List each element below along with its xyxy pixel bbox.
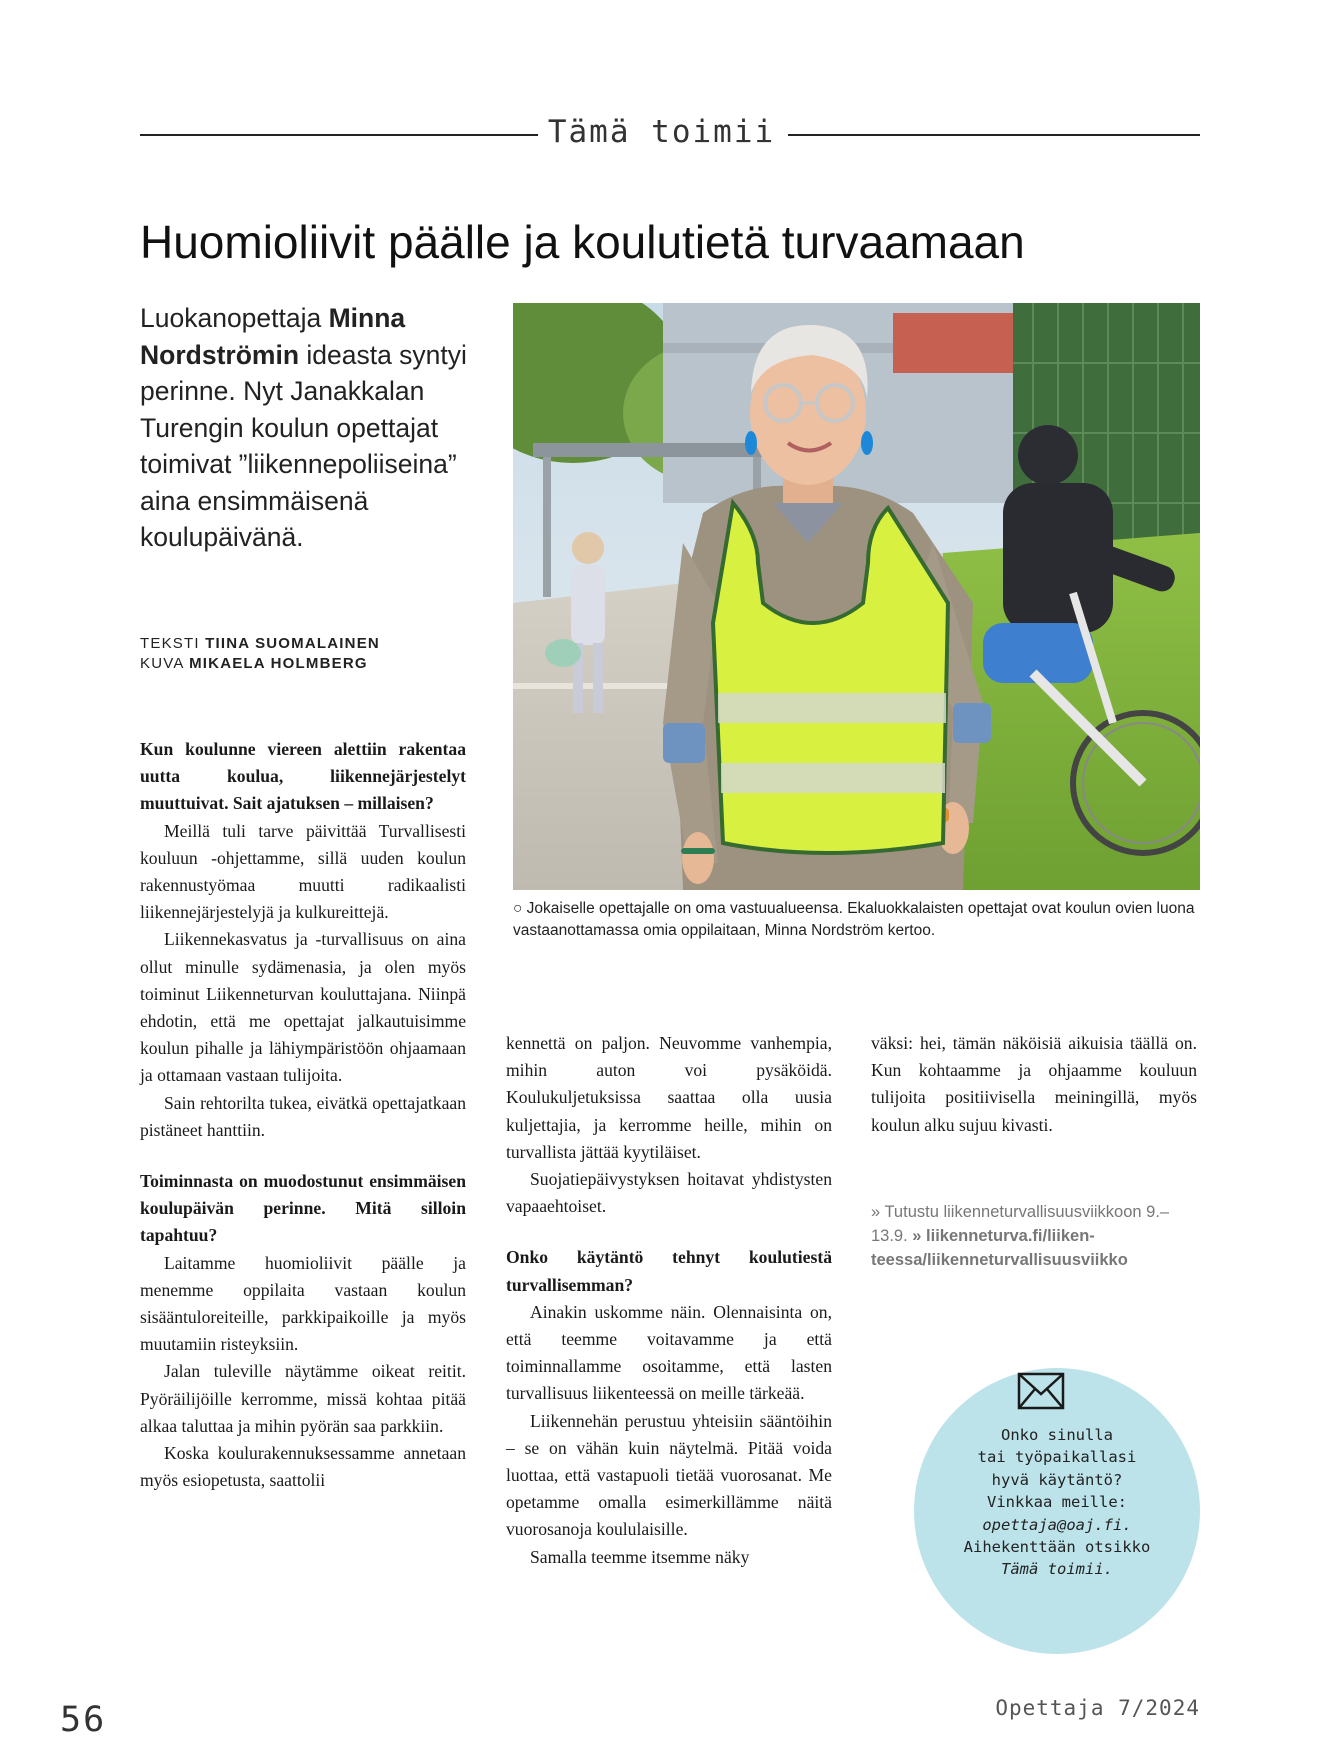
byline [140, 634, 460, 674]
body-paragraph: Samalla teemme itsemme näky [530, 1546, 750, 1567]
link-note-url[interactable]: » liikenneturva.fi/liikenteessa/liikenneturvallisuusviikko [871, 1227, 1128, 1269]
tip-line: Onko sinulla [1001, 1426, 1113, 1444]
body-paragraph: Laitamme huomioliivit päälle ja menemme oppilaita vastaan koulun sisääntuloreiteille, parkkipaikoille ja myös muutamiin risteyksiin. [140, 1252, 466, 1355]
tip-line: Vinkkaa meille: [987, 1493, 1127, 1512]
body-paragraph: Sain rehtorilta tukea, eivätkä opettajatkaan pistäneet hanttiin. [140, 1092, 466, 1140]
tip-line: tai työpaikallasi [977, 1448, 1137, 1467]
page-number: 56 [60, 1700, 107, 1740]
section-label [0, 114, 1323, 150]
byline-text [140, 634, 460, 654]
byline-photo-name: MIKAELA HOLMBERG [189, 655, 368, 672]
byline-photo-label: KUVA [140, 655, 184, 672]
body-paragraph: kennettä on paljon. Neuvomme vanhempia, mihin auton voi pysäköidä. Koulukuljetuksissa saattaa olla uusia kuljettajia, ja kerromme heille, mihin on turvallista jättää kyytiläiset. [506, 1033, 832, 1162]
tip-line: Aihekenttään otsikko [963, 1538, 1151, 1557]
body-paragraph: Liikennekasvatus ja -turvallisuus on aina ollut minulle sydämenasia, ja olen myös toiminut Liikenneturvan kouluttajana. Niinpä ehdotin, että me opettajat jalkautuisimme koulun pihalle ja lähiympäristöön ohjaamaan ja ottamaan vastaan tulijoita. [140, 929, 466, 1086]
tip-bubble-text [914, 1424, 1200, 1581]
byline-text-label: TEKSTI [140, 635, 200, 652]
lead-name: Minna Nordströmin [140, 303, 406, 370]
envelope-icon [1017, 1372, 1065, 1415]
lead-suffix: ideasta syntyi perinne. Nyt Janakkalan Turengin koulun opettajat toimivat ”liikennepoliiseina” aina ensimmäisenä koulupäivänä. [140, 339, 467, 552]
interview-question: Onko käytäntö tehnyt koulutiestä turvallisemman? [506, 1247, 832, 1295]
article-headline: Huomioliivit päälle ja koulutietä turvaamaan [140, 216, 1025, 268]
body-paragraph: väksi: hei, tämän näköisiä aikuisia täällä on. Kun kohtaamme ja ohjaamme kouluun tulijoita positiivisella meiningillä, myös koulun alku sujuu kivasti. [871, 1033, 1197, 1135]
body-paragraph: Meillä tuli tarve päivittää Turvallisesti kouluun -ohjettamme, sillä uuden koulun rakennustyömaa muutti radikaalisti liikennejärjestelyjä ja kulkureittejä. [140, 820, 466, 923]
tip-subject: Tämä toimii. [1001, 1560, 1113, 1579]
body-paragraph: Suojatiepäivystyksen hoitavat yhdistysten vapaaehtoiset. [506, 1169, 832, 1217]
body-paragraph: Liikennehän perustuu yhteisiin sääntöihin – se on vähän kuin näytelmä. Pitää voida luottaa, että vastapuoli tietää vuorosanat. Me opetamme omalla esimerkillämme näitä vuorosanoja koululaisille. [506, 1410, 832, 1540]
article-lead [140, 300, 480, 556]
article-photo [513, 303, 1200, 890]
lead-prefix: Luokanopettaja [140, 303, 329, 333]
body-column-3 [871, 1030, 1197, 1139]
interview-question: Kun koulunne viereen alettiin rakentaa uutta koulua, liikennejärjestelyt muuttuivat. Sait ajatuksen – millaisen? [140, 739, 466, 814]
link-note-text: » Tutustu liikenneturvallisuusviikkoon 9.–13.9. [871, 1203, 1170, 1245]
interview-question: Toiminnasta on muodostunut ensimmäisen koulupäivän perinne. Mitä silloin tapahtuu? [140, 1171, 466, 1246]
byline-photo [140, 654, 460, 674]
section-label-text: Tämä toimii [538, 114, 785, 150]
publication-issue: Opettaja 7/2024 [995, 1696, 1200, 1720]
body-paragraph: Koska koulurakennuksessamme annetaan myös esiopetusta, saattolii [140, 1443, 466, 1491]
body-paragraph: Jalan tuleville näytämme oikeat reitit. Pyöräilijöille kerromme, missä kohtaa pitää alkaa taluttaa ja mihin pyörän saa parkkiin. [140, 1361, 466, 1436]
body-paragraph: Ainakin uskomme näin. Olennaisinta on, että teemme voitavamme ja että toiminnallamme osoitamme, että lasten turvallisuus liikenteessä on meille tärkeää. [506, 1301, 832, 1404]
tip-email-link[interactable]: opettaja@oaj.fi. [982, 1515, 1132, 1534]
byline-text-name: TIINA SUOMALAINEN [205, 635, 380, 652]
photo-caption: ○ Jokaiselle opettajalle on oma vastuualueensa. Ekaluokkalaisten opettajat ovat koulun ovien luona vastaanottamassa omia oppilaitaan, Minna Nordström kertoo. [513, 900, 1195, 939]
link-note [871, 1200, 1201, 1272]
body-column-1 [140, 736, 466, 1494]
body-column-2 [506, 1030, 832, 1571]
tip-line: hyvä käytäntö? [991, 1470, 1123, 1489]
